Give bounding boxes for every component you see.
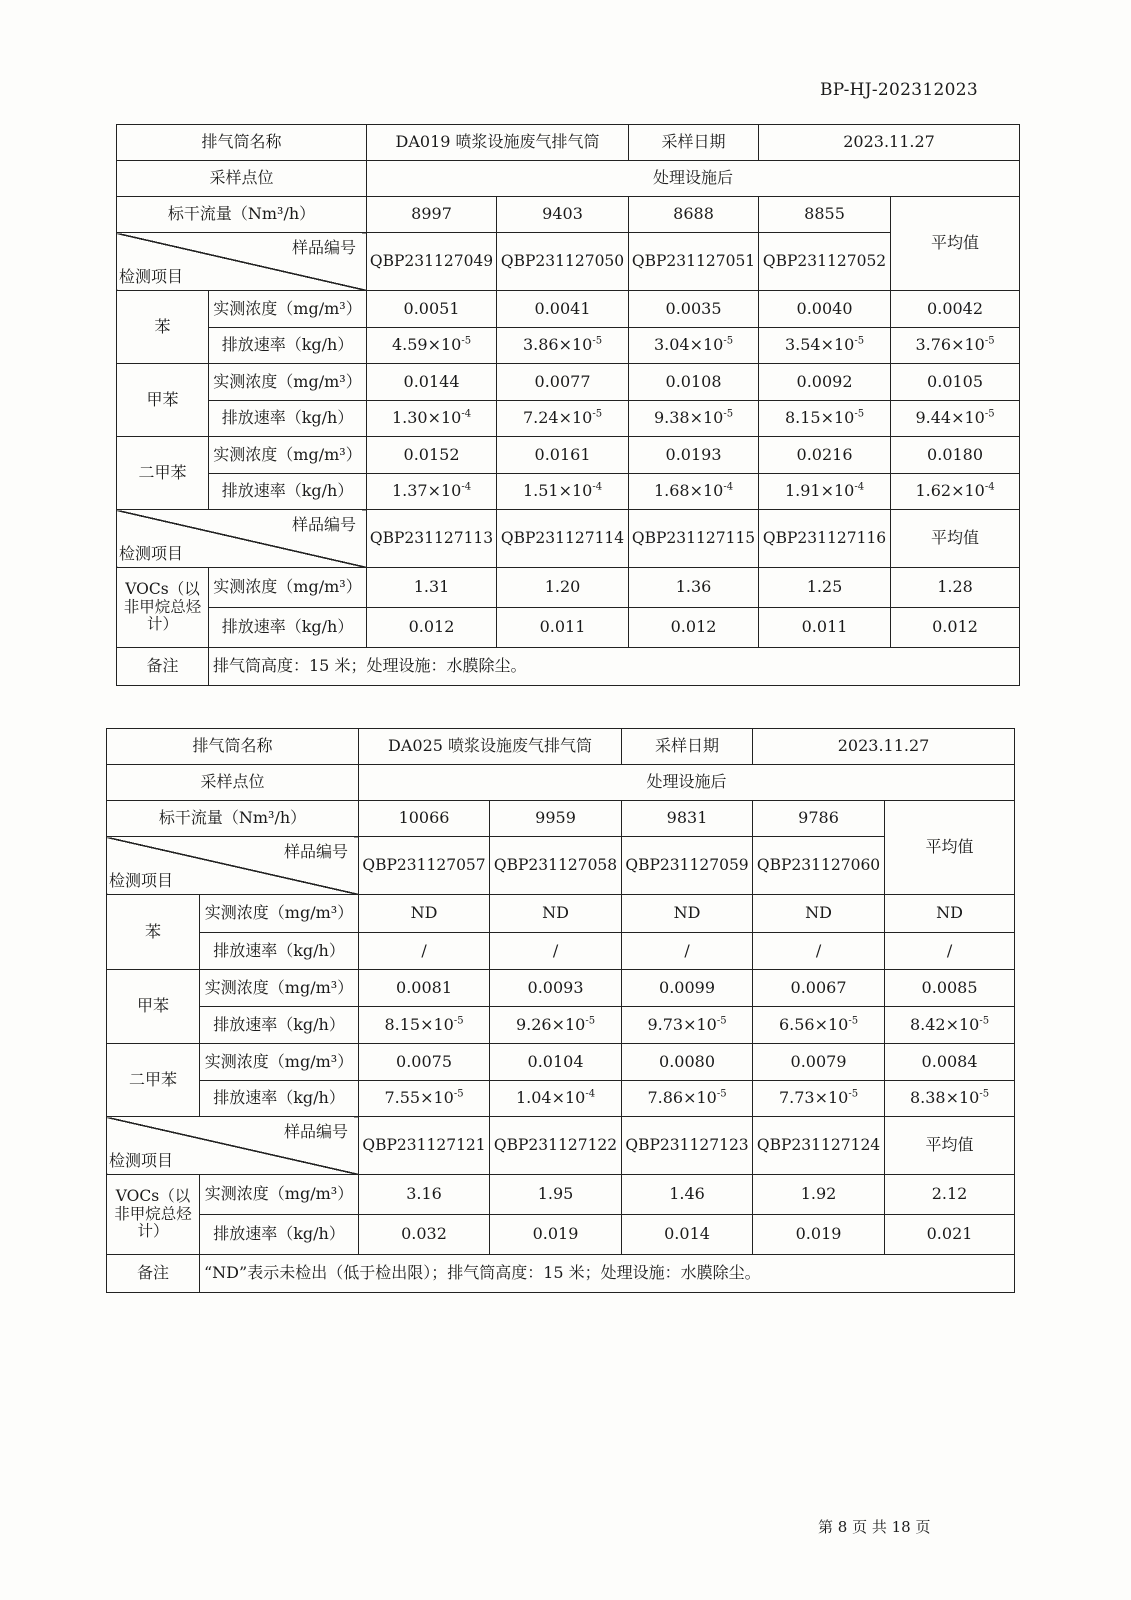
test-item-label: 检测项目 (109, 1150, 174, 1170)
benzene-rate: / (622, 933, 753, 970)
xylene-rate: $1.37\times 10^{-4}$ (367, 474, 497, 510)
sample-id: QBP231127114 (497, 510, 629, 568)
stack-name-label: 排气筒名称 (117, 125, 367, 161)
vocs-rate: 0.019 (753, 1215, 885, 1255)
benzene-conc: 0.0041 (497, 291, 629, 328)
flow-value: 8997 (367, 197, 497, 233)
diagonal-header-cell (117, 233, 367, 291)
remark-label: 备注 (107, 1255, 200, 1293)
xylene-rate-average: $1.62\times 10^{-4}$ (891, 474, 1020, 510)
sample-id: QBP231127051 (629, 233, 759, 291)
sample-id: QBP231127060 (753, 837, 885, 895)
flow-label: 标干流量（Nm³/h） (117, 197, 367, 233)
xylene-conc: 0.0216 (759, 437, 891, 474)
test-item-label: 检测项目 (119, 543, 184, 563)
sample-id: QBP231127050 (497, 233, 629, 291)
flow-value: 8688 (629, 197, 759, 233)
item-toluene: 甲苯 (107, 970, 200, 1044)
vocs-conc: 1.20 (497, 568, 629, 608)
flow-value: 10066 (359, 801, 490, 837)
toluene-rate: $6.56\times 10^{-5}$ (753, 1007, 885, 1044)
xylene-conc-average: 0.0084 (885, 1044, 1015, 1081)
remark-label: 备注 (117, 648, 209, 686)
rate-label: 排放速率（kg/h） (209, 401, 367, 437)
vocs-conc: 1.46 (622, 1175, 753, 1215)
sampling-date-value: 2023.11.27 (759, 125, 1020, 161)
xylene-rate: $1.68\times 10^{-4}$ (629, 474, 759, 510)
xylene-conc: 0.0075 (359, 1044, 490, 1081)
test-item-label: 检测项目 (119, 266, 184, 286)
vocs-rate: 0.014 (622, 1215, 753, 1255)
sample-id: QBP231127124 (753, 1117, 885, 1175)
sample-id: QBP231127123 (622, 1117, 753, 1175)
rate-label: 排放速率（kg/h） (209, 608, 367, 648)
xylene-rate: $1.04\times 10^{-4}$ (490, 1081, 622, 1117)
sample-id: QBP231127058 (490, 837, 622, 895)
sample-no-label: 样品编号 (292, 515, 357, 534)
item-xylene: 二甲苯 (117, 437, 209, 510)
toluene-rate-average: $8.42\times 10^{-5}$ (885, 1007, 1015, 1044)
xylene-conc: 0.0079 (753, 1044, 885, 1081)
toluene-conc-average: 0.0105 (891, 364, 1020, 401)
sample-id: QBP231127121 (359, 1117, 490, 1175)
toluene-conc: 0.0144 (367, 364, 497, 401)
conc-label: 实测浓度（mg/m³） (200, 1044, 359, 1081)
item-vocs: VOCs（以非甲烷总烃计） (117, 568, 209, 648)
diagonal-header-cell (117, 510, 367, 568)
average-header: 平均值 (891, 510, 1020, 568)
benzene-conc: 0.0040 (759, 291, 891, 328)
conc-label: 实测浓度（mg/m³） (209, 568, 367, 608)
toluene-rate: $9.73\times 10^{-5}$ (622, 1007, 753, 1044)
sampling-point-label: 采样点位 (107, 765, 359, 801)
emission-table-da025 (106, 728, 1015, 1293)
toluene-conc: 0.0092 (759, 364, 891, 401)
sampling-date-value: 2023.11.27 (753, 729, 1015, 765)
vocs-rate: 0.032 (359, 1215, 490, 1255)
benzene-rate: / (490, 933, 622, 970)
vocs-rate: 0.012 (629, 608, 759, 648)
remark-text: “ND”表示未检出（低于检出限）；排气筒高度：15 米；处理设施：水膜除尘。 (200, 1255, 1015, 1293)
average-header: 平均值 (891, 197, 1020, 291)
flow-value: 9959 (490, 801, 622, 837)
benzene-conc: ND (490, 895, 622, 933)
toluene-rate-average: $9.44\times 10^{-5}$ (891, 401, 1020, 437)
vocs-conc: 1.25 (759, 568, 891, 608)
sample-no-label: 样品编号 (284, 1122, 349, 1141)
rate-label: 排放速率（kg/h） (200, 1215, 359, 1255)
flow-value: 9786 (753, 801, 885, 837)
item-xylene: 二甲苯 (107, 1044, 200, 1117)
benzene-rate: $3.86\times 10^{-5}$ (497, 328, 629, 364)
benzene-rate: $3.04\times 10^{-5}$ (629, 328, 759, 364)
benzene-conc: 0.0051 (367, 291, 497, 328)
benzene-conc: ND (359, 895, 490, 933)
diagonal-header-cell (107, 1117, 359, 1175)
benzene-rate: $4.59\times 10^{-5}$ (367, 328, 497, 364)
vocs-conc: 3.16 (359, 1175, 490, 1215)
rate-label: 排放速率（kg/h） (200, 1081, 359, 1117)
document-code: BP-HJ-202312023 (820, 80, 978, 100)
sample-id: QBP231127116 (759, 510, 891, 568)
vocs-conc: 1.36 (629, 568, 759, 608)
sample-id: QBP231127052 (759, 233, 891, 291)
benzene-conc: ND (622, 895, 753, 933)
toluene-conc: 0.0077 (497, 364, 629, 401)
xylene-conc: 0.0193 (629, 437, 759, 474)
rate-label: 排放速率（kg/h） (209, 328, 367, 364)
flow-value: 9403 (497, 197, 629, 233)
conc-label: 实测浓度（mg/m³） (209, 364, 367, 401)
xylene-rate: $7.55\times 10^{-5}$ (359, 1081, 490, 1117)
conc-label: 实测浓度（mg/m³） (200, 970, 359, 1007)
vocs-rate: 0.011 (497, 608, 629, 648)
xylene-conc: 0.0152 (367, 437, 497, 474)
average-header: 平均值 (885, 1117, 1015, 1175)
vocs-conc: 1.92 (753, 1175, 885, 1215)
stack-name-value: DA019 喷浆设施废气排气筒 (367, 125, 629, 161)
conc-label: 实测浓度（mg/m³） (209, 437, 367, 474)
toluene-conc: 0.0099 (622, 970, 753, 1007)
toluene-conc: 0.0067 (753, 970, 885, 1007)
rate-label: 排放速率（kg/h） (209, 474, 367, 510)
benzene-rate: / (753, 933, 885, 970)
sample-id: QBP231127059 (622, 837, 753, 895)
sampling-point-label: 采样点位 (117, 161, 367, 197)
item-benzene: 苯 (117, 291, 209, 364)
toluene-rate: $9.26\times 10^{-5}$ (490, 1007, 622, 1044)
rate-label: 排放速率（kg/h） (200, 1007, 359, 1044)
flow-label: 标干流量（Nm³/h） (107, 801, 359, 837)
xylene-conc: 0.0104 (490, 1044, 622, 1081)
sampling-point-value: 处理设施后 (359, 765, 1015, 801)
xylene-rate: $7.86\times 10^{-5}$ (622, 1081, 753, 1117)
benzene-rate-average: / (885, 933, 1015, 970)
flow-value: 8855 (759, 197, 891, 233)
vocs-conc: 1.31 (367, 568, 497, 608)
sampling-date-label: 采样日期 (629, 125, 759, 161)
conc-label: 实测浓度（mg/m³） (209, 291, 367, 328)
diagonal-header-cell (107, 837, 359, 895)
conc-label: 实测浓度（mg/m³） (200, 895, 359, 933)
vocs-rate-average: 0.021 (885, 1215, 1015, 1255)
xylene-conc: 0.0080 (622, 1044, 753, 1081)
toluene-conc: 0.0108 (629, 364, 759, 401)
toluene-rate: $7.24\times 10^{-5}$ (497, 401, 629, 437)
flow-value: 9831 (622, 801, 753, 837)
xylene-rate: $7.73\times 10^{-5}$ (753, 1081, 885, 1117)
xylene-rate: $1.91\times 10^{-4}$ (759, 474, 891, 510)
sample-no-label: 样品编号 (284, 842, 349, 861)
benzene-rate: $3.54\times 10^{-5}$ (759, 328, 891, 364)
vocs-rate: 0.012 (367, 608, 497, 648)
sample-id: QBP231127057 (359, 837, 490, 895)
benzene-conc: ND (753, 895, 885, 933)
test-item-label: 检测项目 (109, 870, 174, 890)
benzene-conc-average: 0.0042 (891, 291, 1020, 328)
xylene-rate-average: $8.38\times 10^{-5}$ (885, 1081, 1015, 1117)
emission-table-da019 (116, 124, 1020, 686)
benzene-rate-average: $3.76\times 10^{-5}$ (891, 328, 1020, 364)
xylene-rate: $1.51\times 10^{-4}$ (497, 474, 629, 510)
benzene-conc: 0.0035 (629, 291, 759, 328)
average-header: 平均值 (885, 801, 1015, 895)
vocs-rate: 0.011 (759, 608, 891, 648)
item-vocs: VOCs（以非甲烷总烃计） (107, 1175, 200, 1255)
sample-no-label: 样品编号 (292, 238, 357, 257)
vocs-conc: 1.95 (490, 1175, 622, 1215)
toluene-conc: 0.0093 (490, 970, 622, 1007)
sample-id: QBP231127049 (367, 233, 497, 291)
stack-name-value: DA025 喷浆设施废气排气筒 (359, 729, 622, 765)
remark-text: 排气筒高度：15 米；处理设施：水膜除尘。 (209, 648, 1020, 686)
xylene-conc: 0.0161 (497, 437, 629, 474)
toluene-rate: $9.38\times 10^{-5}$ (629, 401, 759, 437)
toluene-conc-average: 0.0085 (885, 970, 1015, 1007)
benzene-rate: / (359, 933, 490, 970)
toluene-rate: $1.30\times 10^{-4}$ (367, 401, 497, 437)
vocs-rate-average: 0.012 (891, 608, 1020, 648)
toluene-rate: $8.15\times 10^{-5}$ (759, 401, 891, 437)
sampling-point-value: 处理设施后 (367, 161, 1020, 197)
toluene-rate: $8.15\times 10^{-5}$ (359, 1007, 490, 1044)
conc-label: 实测浓度（mg/m³） (200, 1175, 359, 1215)
toluene-conc: 0.0081 (359, 970, 490, 1007)
sampling-date-label: 采样日期 (622, 729, 753, 765)
item-benzene: 苯 (107, 895, 200, 970)
vocs-conc-average: 2.12 (885, 1175, 1015, 1215)
page-number: 第 8 页 共 18 页 (818, 1518, 931, 1536)
sample-id: QBP231127115 (629, 510, 759, 568)
stack-name-label: 排气筒名称 (107, 729, 359, 765)
xylene-conc-average: 0.0180 (891, 437, 1020, 474)
sample-id: QBP231127113 (367, 510, 497, 568)
sample-id: QBP231127122 (490, 1117, 622, 1175)
vocs-rate: 0.019 (490, 1215, 622, 1255)
vocs-conc-average: 1.28 (891, 568, 1020, 608)
benzene-conc-average: ND (885, 895, 1015, 933)
rate-label: 排放速率（kg/h） (200, 933, 359, 970)
item-toluene: 甲苯 (117, 364, 209, 437)
